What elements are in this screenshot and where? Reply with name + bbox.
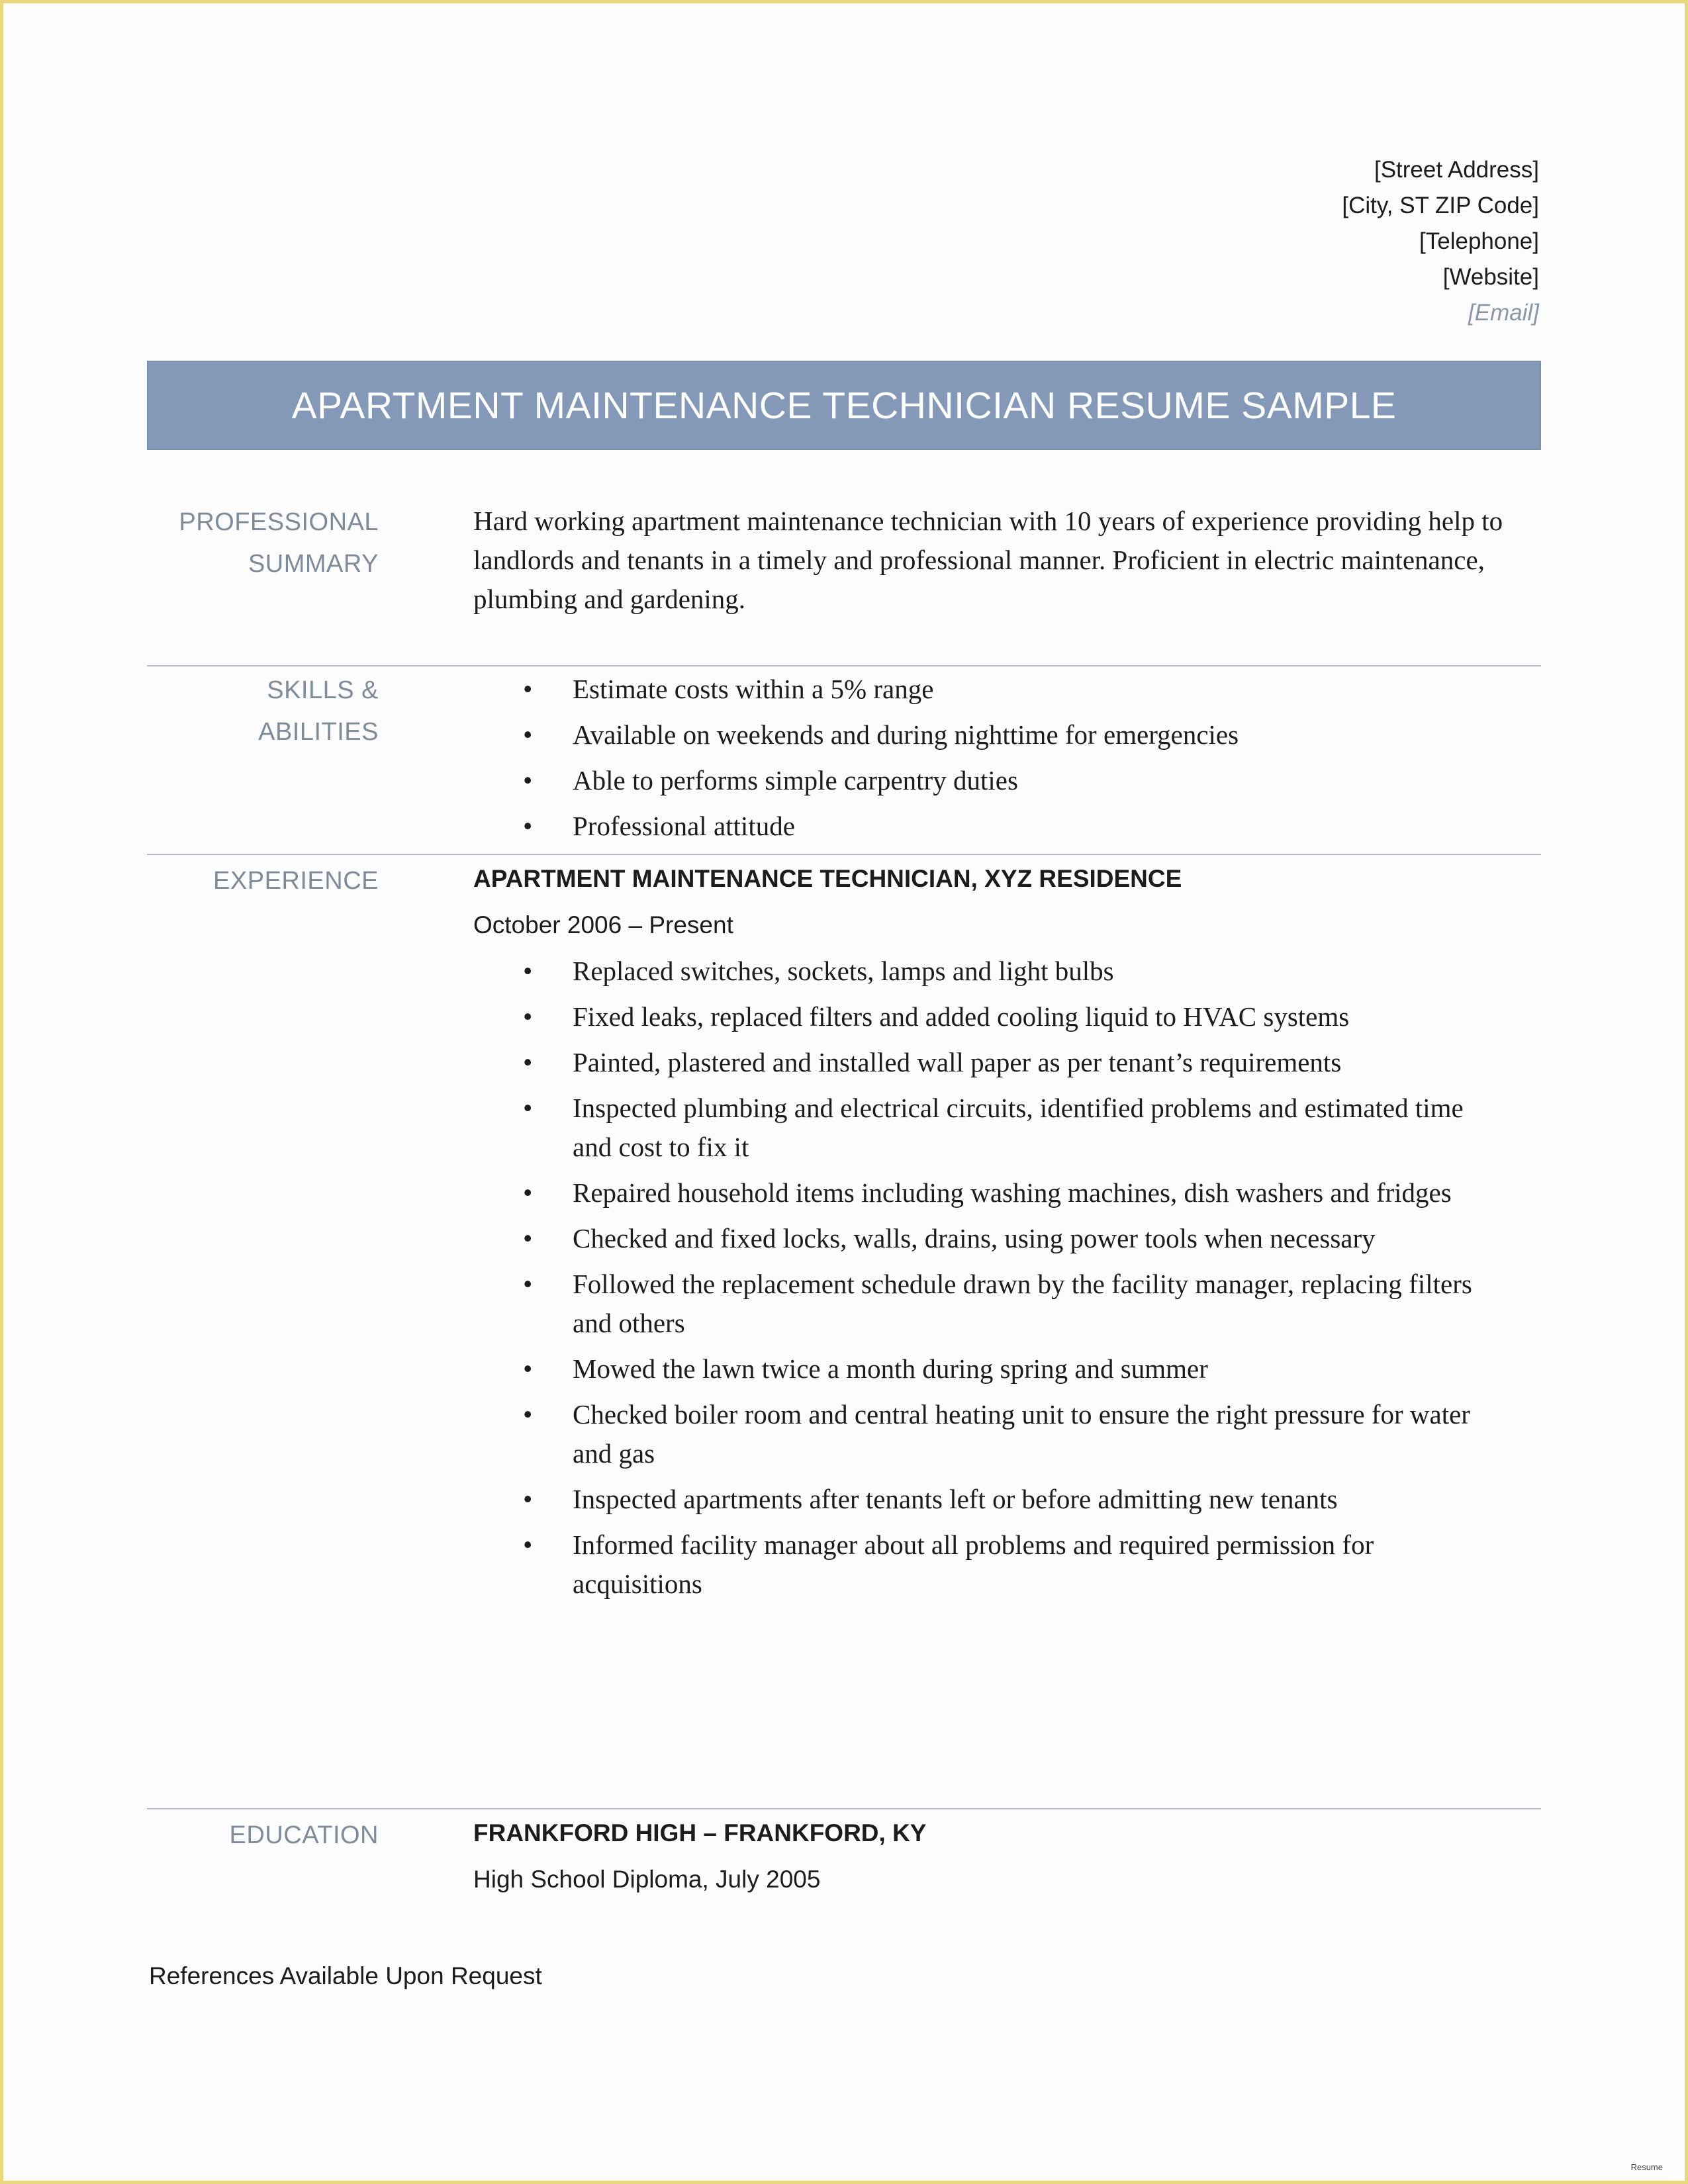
degree: High School Diploma, July 2005 bbox=[473, 1866, 821, 1893]
list-item: • Estimate costs within a 5% range bbox=[473, 670, 1506, 709]
list-item: • Painted, plastered and installed wall paper as per tenant’s requirements bbox=[473, 1043, 1506, 1082]
job-title: APARTMENT MAINTENANCE TECHNICIAN, XYZ RESIDENCE bbox=[473, 865, 1182, 892]
references-note: References Available Upon Request bbox=[149, 1962, 542, 1989]
list-item: • Able to performs simple carpentry duties bbox=[473, 761, 1506, 800]
list-item: • Repaired household items including washing machines, dish washers and fridges bbox=[473, 1173, 1506, 1212]
list-item: • Inspected plumbing and electrical circuits, identified problems and estimated time and cost to fix it bbox=[473, 1089, 1506, 1167]
list-item: • Replaced switches, sockets, lamps and light bulbs bbox=[473, 952, 1506, 991]
summary-label: PROFESSIONAL SUMMARY bbox=[179, 508, 379, 578]
summary-text: Hard working apartment maintenance technician with 10 years of experience providing help to landlords and tenants in a timely and professional manner. Proficient in electric maintenance, plumbing and gardening. bbox=[473, 506, 1503, 614]
list-item: • Available on weekends and during nighttime for emergencies bbox=[473, 715, 1506, 754]
list-item: • Checked and fixed locks, walls, drains, using power tools when necessary bbox=[473, 1219, 1506, 1258]
experience-list bbox=[473, 952, 1506, 1604]
list-item: • Informed facility manager about all problems and required permission for acquisitions bbox=[473, 1525, 1506, 1604]
divider bbox=[147, 1808, 1541, 1809]
city-zip: [City, ST ZIP Code] bbox=[1342, 193, 1539, 218]
skills-list bbox=[473, 670, 1506, 846]
list-item: • Checked boiler room and central heating unit to ensure the right pressure for water and gas bbox=[473, 1395, 1506, 1473]
street-address: [Street Address] bbox=[1374, 157, 1539, 183]
list-item: • Inspected apartments after tenants left or before admitting new tenants bbox=[473, 1480, 1506, 1519]
corner-mark: Resume bbox=[1630, 2162, 1663, 2172]
list-item: • Professional attitude bbox=[473, 807, 1506, 846]
divider bbox=[147, 665, 1541, 666]
telephone: [Telephone] bbox=[1419, 228, 1539, 254]
email[interactable]: [Email] bbox=[1468, 300, 1539, 326]
skills-label: SKILLS & ABILITIES bbox=[258, 676, 379, 746]
school-name: FRANKFORD HIGH – FRANKFORD, KY bbox=[473, 1819, 927, 1846]
contact-block bbox=[1342, 152, 1539, 331]
resume-title: APARTMENT MAINTENANCE TECHNICIAN RESUME SAMPLE bbox=[291, 384, 1397, 427]
list-item: • Mowed the lawn twice a month during spring and summer bbox=[473, 1349, 1506, 1388]
website: [Website] bbox=[1442, 264, 1539, 290]
list-item: • Fixed leaks, replaced filters and added cooling liquid to HVAC systems bbox=[473, 997, 1506, 1036]
divider bbox=[147, 854, 1541, 855]
title-banner bbox=[147, 361, 1541, 450]
education-label: EDUCATION bbox=[229, 1821, 379, 1849]
experience-label: EXPERIENCE bbox=[213, 867, 379, 895]
list-item: • Followed the replacement schedule drawn by the facility manager, replacing filters and others bbox=[473, 1265, 1506, 1343]
job-dates: October 2006 – Present bbox=[473, 911, 733, 938]
